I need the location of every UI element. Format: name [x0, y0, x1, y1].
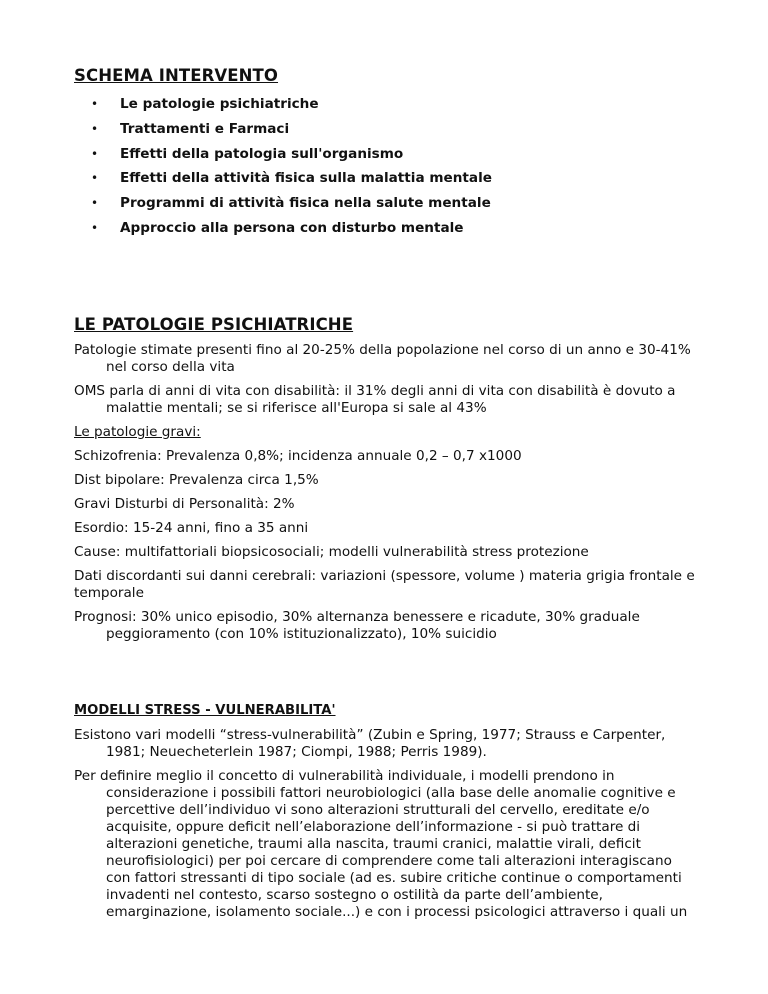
paragraph: Schizofrenia: Prevalenza 0,8%; incidenza annuale 0,2 – 0,7 x1000	[74, 448, 522, 464]
paragraph: Patologie stimate presenti fino al 20-25% della popolazione nel corso di un anno e 30-41% nel corso della vita	[74, 342, 691, 375]
section-title-schema: SCHEMA INTERVENTO	[74, 66, 279, 85]
paragraph: Esistono vari modelli “stress-vulnerabilità” (Zubin e Spring, 1977; Strauss e Carpenter, 1981; Neuecheterlein 1987; Ciompi, 1988; Perris 1989).	[74, 727, 666, 760]
paragraph: Per definire meglio il concetto di vulnerabilità individuale, i modelli prendono in considerazione i possibili fattori neurobiologici (alla base delle anomalie cognitive e percettive dell’individuo vi sono alterazioni strutturali del cervello, ereditate e/o acquisite, oppure deficit nell’elaborazione dell’informazione - si può trattare di alterazioni genetiche, traumi alla nascita, traumi cranici, malattie virali, deficit neurofisiologici) per poi cercare di comprendere come tali alterazioni interagiscano con fattori stressanti di tipo sociale (ad es. subire critiche continue o comportamenti invadenti nel contesto, scarso sostegno o ostilità da parte dell’ambiente, emarginazione, isolamento sociale...) e con i processi psicologici attraverso i quali un	[74, 768, 688, 920]
schema-bullet-list	[74, 94, 492, 243]
paragraph: OMS parla di anni di vita con disabilità: il 31% degli anni di vita con disabilità è dovuto a malattie mentali; se si riferisce all'Europa si sale al 43%	[74, 383, 676, 416]
bullet-icon: •	[91, 171, 99, 186]
paragraph: Dati discordanti sui danni cerebrali: variazioni (spessore, volume ) materia grigia frontale e temporale	[74, 568, 695, 601]
bullet-icon: •	[91, 220, 99, 235]
bullet-icon: •	[91, 97, 99, 111]
list-item	[74, 193, 492, 218]
modelli-body	[74, 727, 700, 928]
bullet-icon: •	[91, 196, 99, 211]
section-title-modelli: MODELLI STRESS - VULNERABILITA'	[74, 703, 336, 718]
section-title-patologie: LE PATOLOGIE PSICHIATRICHE	[74, 315, 354, 334]
list-item-text: Effetti della patologia sull'organismo	[120, 145, 404, 162]
paragraph-subheading	[74, 424, 704, 441]
paragraph: Gravi Disturbi di Personalità: 2%	[74, 496, 295, 512]
subheading-text: Le patologie gravi:	[74, 424, 201, 440]
list-item-text: Le patologie psichiatriche	[120, 96, 319, 112]
list-item-text: Effetti della attività fisica sulla malattia mentale	[120, 170, 492, 187]
list-item-text: Approccio alla persona con disturbo mentale	[120, 219, 464, 236]
list-item	[74, 144, 492, 169]
bullet-icon: •	[91, 146, 99, 161]
bullet-icon: •	[91, 121, 99, 136]
list-item	[74, 119, 492, 144]
paragraph: Prognosi: 30% unico episodio, 30% alternanza benessere e ricadute, 30% graduale peggioramento (con 10% istituzionalizzato), 10% suicidio	[74, 609, 640, 642]
paragraph: Dist bipolare: Prevalenza circa 1,5%	[74, 472, 319, 488]
paragraph: Cause: multifattoriali biopsicosociali; modelli vulnerabilità stress protezione	[74, 544, 589, 560]
patologie-body	[74, 342, 704, 650]
list-item-text: Trattamenti e Farmaci	[120, 120, 290, 137]
list-item	[74, 168, 492, 193]
list-item	[74, 94, 492, 119]
paragraph: Esordio: 15-24 anni, fino a 35 anni	[74, 520, 309, 536]
list-item	[74, 218, 492, 243]
list-item-text: Programmi di attività fisica nella salute mentale	[120, 195, 491, 212]
